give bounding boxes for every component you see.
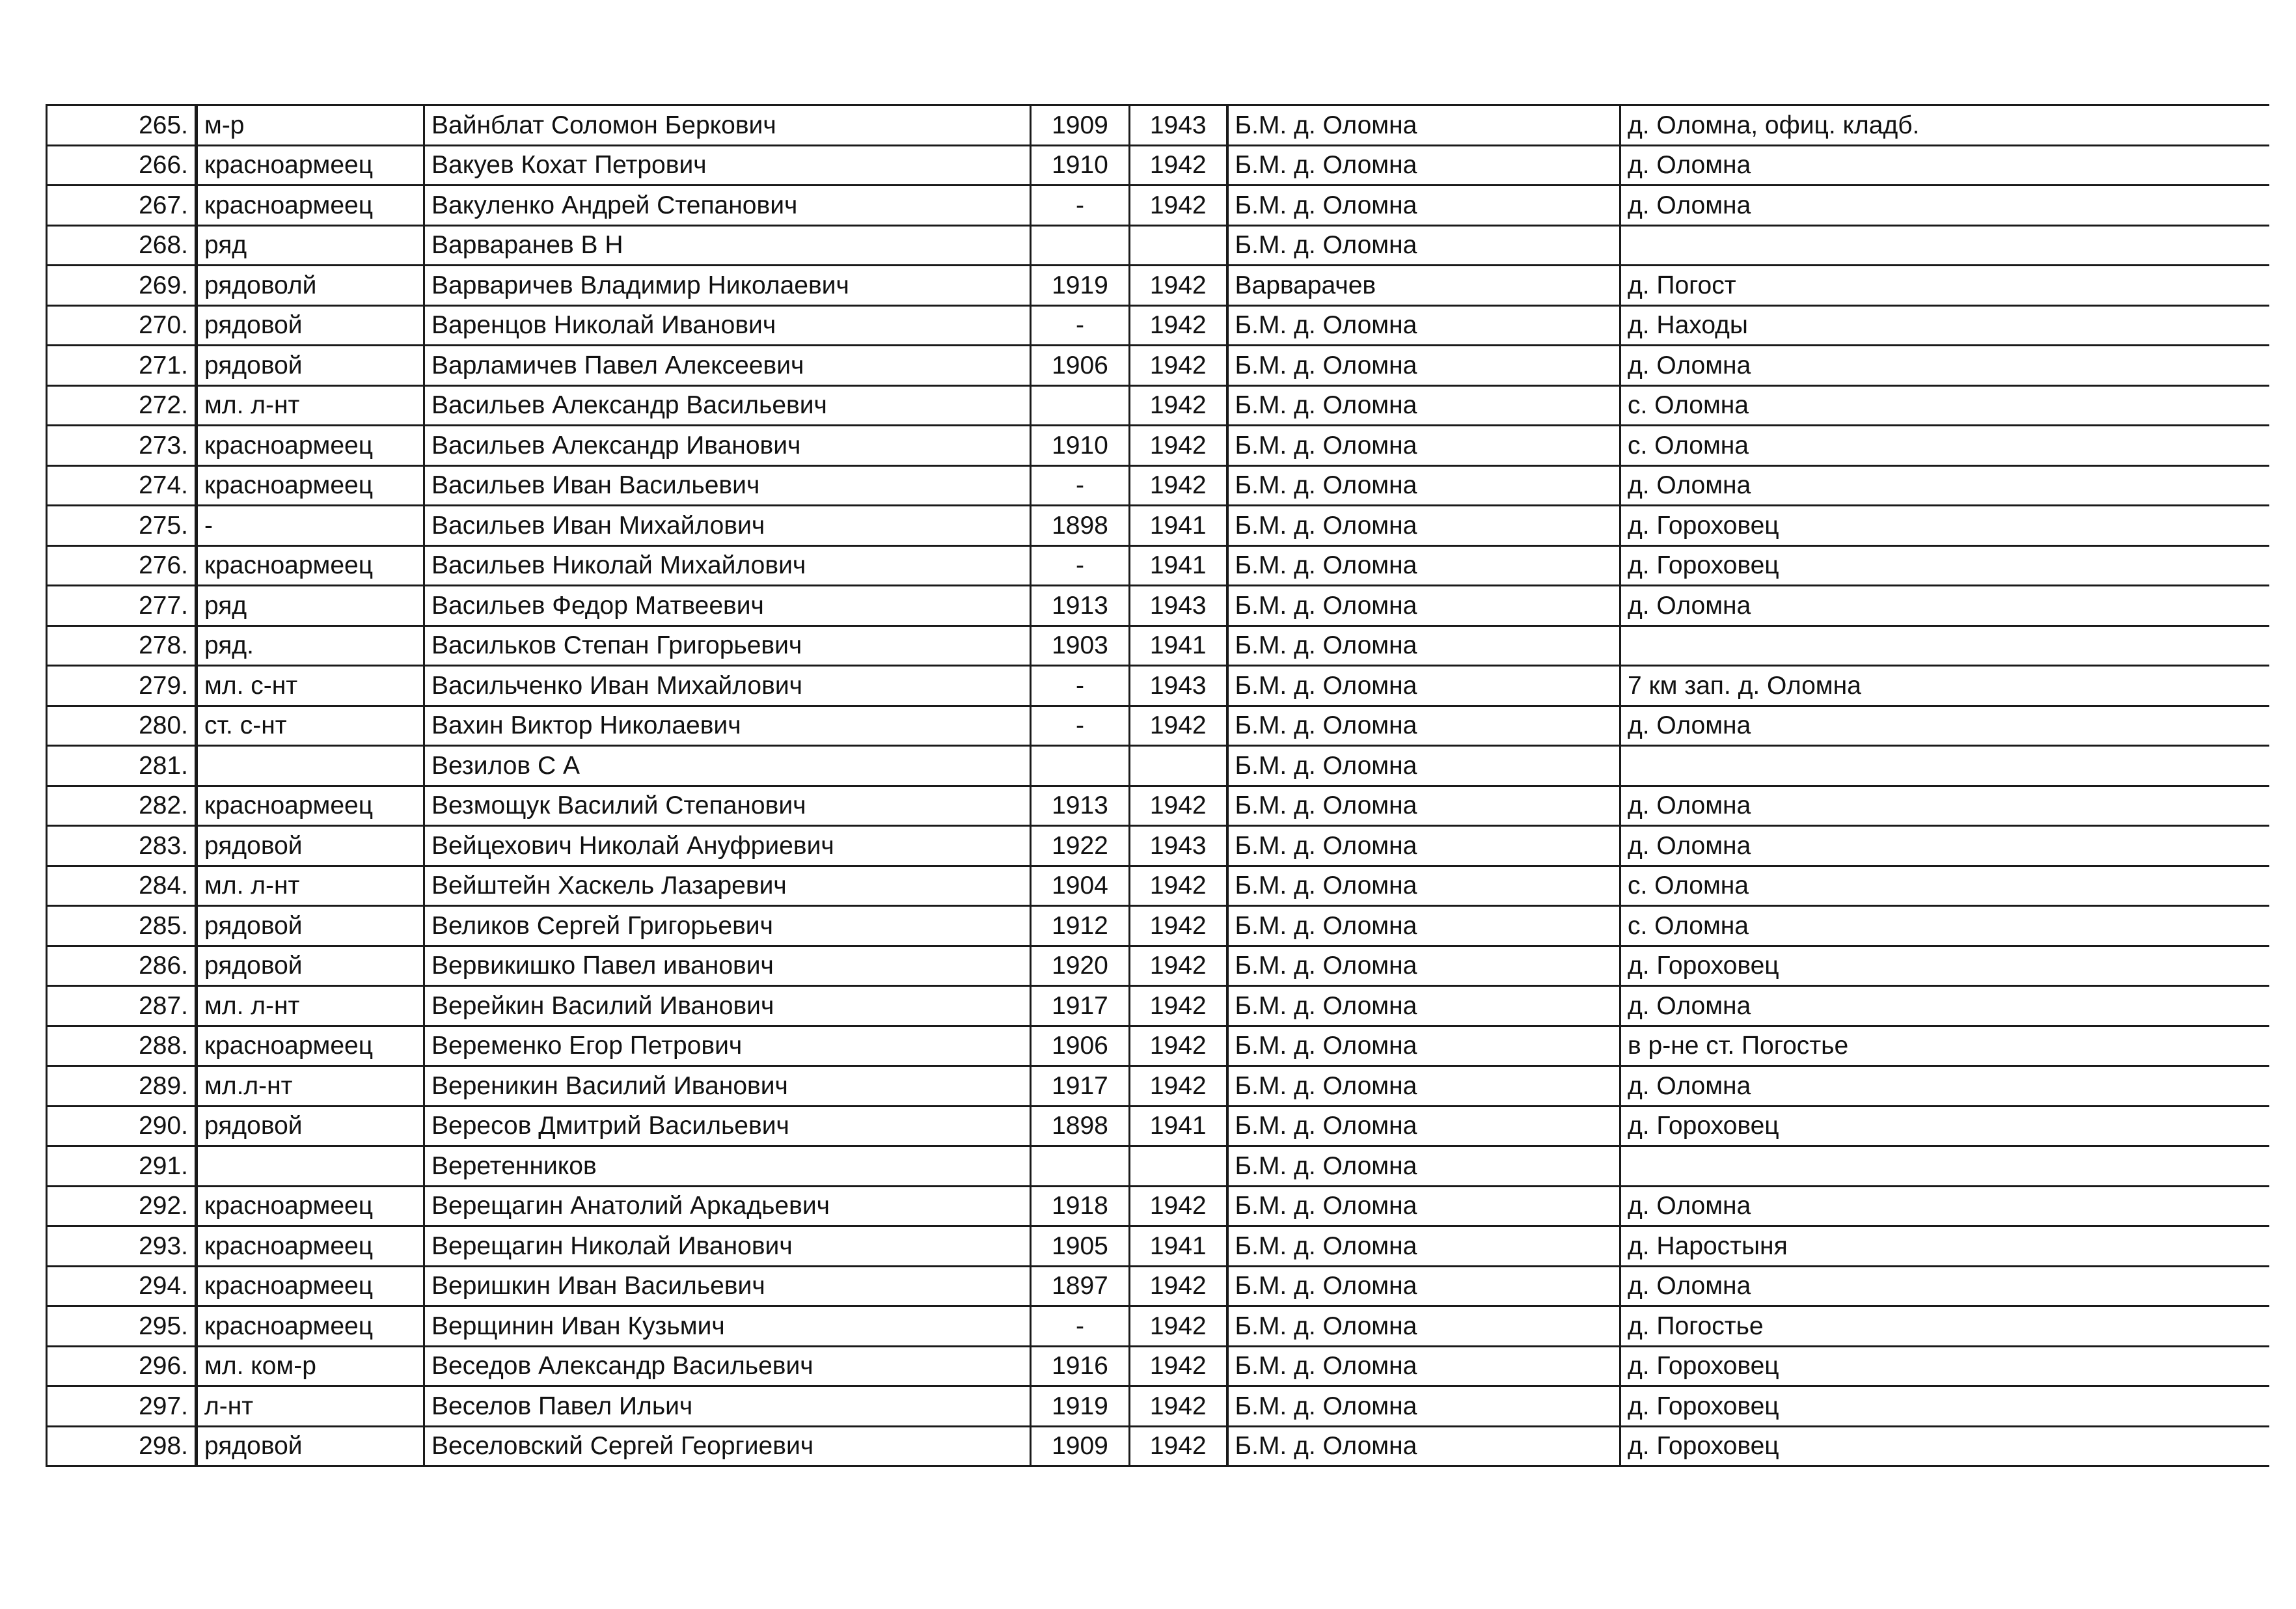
row-number: 272. bbox=[47, 385, 197, 426]
death-place-cell: 7 км зап. д. Оломна bbox=[1620, 666, 2269, 706]
birth-year-cell: 1919 bbox=[1031, 1386, 1130, 1427]
death-place-cell: д. Гороховец bbox=[1620, 545, 2269, 586]
burial-place-cell: Б.М. д. Оломна bbox=[1227, 545, 1620, 586]
rank-cell: рядовой bbox=[197, 305, 424, 346]
table-row bbox=[47, 1186, 2269, 1226]
death-place-cell: д. Гороховец bbox=[1620, 1106, 2269, 1146]
row-number: 296. bbox=[47, 1346, 197, 1386]
birth-year-cell: - bbox=[1031, 545, 1130, 586]
row-number: 269. bbox=[47, 266, 197, 306]
birth-year-cell: - bbox=[1031, 305, 1130, 346]
death-place-cell: д. Оломна bbox=[1620, 186, 2269, 226]
death-place-cell bbox=[1620, 746, 2269, 786]
birth-year-cell: - bbox=[1031, 465, 1130, 506]
burial-place-cell: Б.М. д. Оломна bbox=[1227, 1266, 1620, 1306]
table-row bbox=[47, 906, 2269, 946]
death-place-cell: д. Оломна bbox=[1620, 145, 2269, 186]
death-year-cell: 1943 bbox=[1130, 586, 1227, 626]
row-number: 282. bbox=[47, 786, 197, 826]
death-place-cell: д. Гороховец bbox=[1620, 1386, 2269, 1427]
name-cell: Верещагин Анатолий Аркадьевич bbox=[424, 1186, 1031, 1226]
name-cell: Веретенников bbox=[424, 1146, 1031, 1187]
death-year-cell: 1941 bbox=[1130, 545, 1227, 586]
birth-year-cell: 1906 bbox=[1031, 346, 1130, 386]
birth-year-cell: - bbox=[1031, 1306, 1130, 1347]
birth-year-cell: 1920 bbox=[1031, 946, 1130, 986]
death-year-cell bbox=[1130, 225, 1227, 266]
death-place-cell: д. Оломна bbox=[1620, 826, 2269, 866]
table-row bbox=[47, 266, 2269, 306]
rank-cell: рядовой bbox=[197, 1426, 424, 1466]
birth-year-cell: 1897 bbox=[1031, 1266, 1130, 1306]
burial-place-cell: Б.М. д. Оломна bbox=[1227, 826, 1620, 866]
death-place-cell: д. Находы bbox=[1620, 305, 2269, 346]
table-row bbox=[47, 225, 2269, 266]
row-number: 266. bbox=[47, 145, 197, 186]
name-cell: Вейштейн Хаскель Лазаревич bbox=[424, 866, 1031, 906]
death-year-cell: 1943 bbox=[1130, 105, 1227, 146]
death-place-cell bbox=[1620, 626, 2269, 666]
death-place-cell: д. Оломна bbox=[1620, 1066, 2269, 1107]
name-cell: Васильев Иван Васильевич bbox=[424, 465, 1031, 506]
death-place-cell: д. Гороховец bbox=[1620, 1346, 2269, 1386]
name-cell: Вейцехович Николай Ануфриевич bbox=[424, 826, 1031, 866]
row-number: 285. bbox=[47, 906, 197, 946]
birth-year-cell bbox=[1031, 225, 1130, 266]
row-number: 275. bbox=[47, 506, 197, 546]
rank-cell: рядовой bbox=[197, 906, 424, 946]
row-number: 277. bbox=[47, 586, 197, 626]
burial-place-cell: Б.М. д. Оломна bbox=[1227, 1226, 1620, 1267]
burial-place-cell: Б.М. д. Оломна bbox=[1227, 1026, 1620, 1066]
burial-place-cell: Б.М. д. Оломна bbox=[1227, 666, 1620, 706]
death-year-cell: 1942 bbox=[1130, 906, 1227, 946]
rank-cell: красноармеец bbox=[197, 1306, 424, 1347]
name-cell: Варенцов Николай Иванович bbox=[424, 305, 1031, 346]
table-row bbox=[47, 826, 2269, 866]
burial-place-cell: Б.М. д. Оломна bbox=[1227, 506, 1620, 546]
rank-cell: красноармеец bbox=[197, 1186, 424, 1226]
row-number: 289. bbox=[47, 1066, 197, 1107]
rank-cell: мл.л-нт bbox=[197, 1066, 424, 1107]
name-cell: Варваранев В Н bbox=[424, 225, 1031, 266]
death-place-cell: д. Гороховец bbox=[1620, 506, 2269, 546]
birth-year-cell bbox=[1031, 385, 1130, 426]
rank-cell: - bbox=[197, 506, 424, 546]
burial-place-cell: Б.М. д. Оломна bbox=[1227, 426, 1620, 466]
death-place-cell bbox=[1620, 225, 2269, 266]
birth-year-cell: 1903 bbox=[1031, 626, 1130, 666]
row-number: 273. bbox=[47, 426, 197, 466]
table-row bbox=[47, 1306, 2269, 1347]
death-year-cell: 1942 bbox=[1130, 1186, 1227, 1226]
burial-place-cell: Б.М. д. Оломна bbox=[1227, 1186, 1620, 1226]
burial-place-cell: Б.М. д. Оломна bbox=[1227, 145, 1620, 186]
table-row bbox=[47, 1386, 2269, 1427]
burial-place-cell: Б.М. д. Оломна bbox=[1227, 225, 1620, 266]
row-number: 286. bbox=[47, 946, 197, 986]
name-cell: Васильев Николай Михайлович bbox=[424, 545, 1031, 586]
birth-year-cell: 1898 bbox=[1031, 506, 1130, 546]
name-cell: Вакуленко Андрей Степанович bbox=[424, 186, 1031, 226]
birth-year-cell: 1917 bbox=[1031, 986, 1130, 1026]
death-year-cell bbox=[1130, 1146, 1227, 1187]
burial-place-cell: Б.М. д. Оломна bbox=[1227, 906, 1620, 946]
row-number: 270. bbox=[47, 305, 197, 346]
death-year-cell: 1943 bbox=[1130, 666, 1227, 706]
burial-place-cell: Б.М. д. Оломна bbox=[1227, 706, 1620, 746]
table-row bbox=[47, 786, 2269, 826]
death-place-cell: с. Оломна bbox=[1620, 426, 2269, 466]
death-year-cell: 1942 bbox=[1130, 986, 1227, 1026]
row-number: 283. bbox=[47, 826, 197, 866]
death-place-cell: д. Погост bbox=[1620, 266, 2269, 306]
row-number: 287. bbox=[47, 986, 197, 1026]
table-row bbox=[47, 426, 2269, 466]
death-place-cell: д. Оломна, офиц. кладб. bbox=[1620, 105, 2269, 146]
table-row bbox=[47, 706, 2269, 746]
row-number: 268. bbox=[47, 225, 197, 266]
rank-cell: красноармеец bbox=[197, 145, 424, 186]
death-year-cell: 1942 bbox=[1130, 1426, 1227, 1466]
birth-year-cell: - bbox=[1031, 666, 1130, 706]
table-row bbox=[47, 1146, 2269, 1187]
name-cell: Васильченко Иван Михайлович bbox=[424, 666, 1031, 706]
birth-year-cell: 1919 bbox=[1031, 266, 1130, 306]
birth-year-cell: 1918 bbox=[1031, 1186, 1130, 1226]
table-row bbox=[47, 186, 2269, 226]
name-cell: Васильков Степан Григорьевич bbox=[424, 626, 1031, 666]
rank-cell: красноармеец bbox=[197, 1026, 424, 1066]
table-row bbox=[47, 305, 2269, 346]
death-year-cell: 1942 bbox=[1130, 465, 1227, 506]
death-year-cell: 1942 bbox=[1130, 426, 1227, 466]
table-row bbox=[47, 385, 2269, 426]
death-place-cell: д. Оломна bbox=[1620, 465, 2269, 506]
rank-cell: рядовой bbox=[197, 1106, 424, 1146]
row-number: 279. bbox=[47, 666, 197, 706]
table-row bbox=[47, 1266, 2269, 1306]
death-year-cell: 1942 bbox=[1130, 1306, 1227, 1347]
rank-cell: красноармеец bbox=[197, 465, 424, 506]
death-year-cell: 1942 bbox=[1130, 1346, 1227, 1386]
table-row bbox=[47, 626, 2269, 666]
birth-year-cell bbox=[1031, 1146, 1130, 1187]
birth-year-cell: 1910 bbox=[1031, 426, 1130, 466]
birth-year-cell: 1912 bbox=[1031, 906, 1130, 946]
death-place-cell: д. Гороховец bbox=[1620, 946, 2269, 986]
table-row bbox=[47, 1026, 2269, 1066]
death-year-cell: 1942 bbox=[1130, 1266, 1227, 1306]
birth-year-cell bbox=[1031, 746, 1130, 786]
name-cell: Вереникин Василий Иванович bbox=[424, 1066, 1031, 1107]
death-year-cell: 1941 bbox=[1130, 1106, 1227, 1146]
burial-place-cell: Б.М. д. Оломна bbox=[1227, 1106, 1620, 1146]
burial-place-cell: Б.М. д. Оломна bbox=[1227, 866, 1620, 906]
row-number: 295. bbox=[47, 1306, 197, 1347]
rank-cell: ряд bbox=[197, 586, 424, 626]
row-number: 292. bbox=[47, 1186, 197, 1226]
burial-place-cell: Б.М. д. Оломна bbox=[1227, 1306, 1620, 1347]
death-place-cell: д. Оломна bbox=[1620, 1186, 2269, 1226]
death-year-cell: 1942 bbox=[1130, 145, 1227, 186]
birth-year-cell: 1917 bbox=[1031, 1066, 1130, 1107]
burial-place-cell: Б.М. д. Оломна bbox=[1227, 465, 1620, 506]
name-cell: Веселовский Сергей Георгиевич bbox=[424, 1426, 1031, 1466]
table-row bbox=[47, 105, 2269, 146]
table-row bbox=[47, 1066, 2269, 1107]
registry-rows bbox=[47, 105, 2269, 1466]
rank-cell: рядовой bbox=[197, 346, 424, 386]
name-cell: Веришкин Иван Васильевич bbox=[424, 1266, 1031, 1306]
name-cell: Вакуев Кохат Петрович bbox=[424, 145, 1031, 186]
death-place-cell: д. Оломна bbox=[1620, 1266, 2269, 1306]
death-year-cell: 1942 bbox=[1130, 385, 1227, 426]
rank-cell bbox=[197, 746, 424, 786]
burial-place-cell: Б.М. д. Оломна bbox=[1227, 1426, 1620, 1466]
row-number: 274. bbox=[47, 465, 197, 506]
burial-place-cell: Варварачев bbox=[1227, 266, 1620, 306]
death-year-cell: 1942 bbox=[1130, 186, 1227, 226]
name-cell: Великов Сергей Григорьевич bbox=[424, 906, 1031, 946]
table-row bbox=[47, 866, 2269, 906]
row-number: 294. bbox=[47, 1266, 197, 1306]
death-place-cell: с. Оломна bbox=[1620, 906, 2269, 946]
name-cell: Везмощук Василий Степанович bbox=[424, 786, 1031, 826]
rank-cell: мл. л-нт bbox=[197, 866, 424, 906]
rank-cell: красноармеец bbox=[197, 426, 424, 466]
rank-cell: рядовой bbox=[197, 946, 424, 986]
row-number: 297. bbox=[47, 1386, 197, 1427]
table-row bbox=[47, 1226, 2269, 1267]
name-cell: Веселов Павел Ильич bbox=[424, 1386, 1031, 1427]
rank-cell: рядоволй bbox=[197, 266, 424, 306]
death-place-cell: д. Наростыня bbox=[1620, 1226, 2269, 1267]
table-row bbox=[47, 586, 2269, 626]
rank-cell: красноармеец bbox=[197, 186, 424, 226]
birth-year-cell: 1909 bbox=[1031, 105, 1130, 146]
name-cell: Вайнблат Соломон Беркович bbox=[424, 105, 1031, 146]
burial-place-cell: Б.М. д. Оломна bbox=[1227, 305, 1620, 346]
burial-place-cell: Б.М. д. Оломна bbox=[1227, 105, 1620, 146]
name-cell: Веременко Егор Петрович bbox=[424, 1026, 1031, 1066]
birth-year-cell: 1905 bbox=[1031, 1226, 1130, 1267]
table-row bbox=[47, 545, 2269, 586]
burial-place-cell: Б.М. д. Оломна bbox=[1227, 946, 1620, 986]
row-number: 290. bbox=[47, 1106, 197, 1146]
burial-place-cell: Б.М. д. Оломна bbox=[1227, 786, 1620, 826]
rank-cell: л-нт bbox=[197, 1386, 424, 1427]
table-row bbox=[47, 506, 2269, 546]
row-number: 265. bbox=[47, 105, 197, 146]
birth-year-cell: 1906 bbox=[1031, 1026, 1130, 1066]
name-cell: Варваричев Владимир Николаевич bbox=[424, 266, 1031, 306]
death-year-cell: 1942 bbox=[1130, 1026, 1227, 1066]
death-place-cell: д. Оломна bbox=[1620, 346, 2269, 386]
rank-cell: рядовой bbox=[197, 826, 424, 866]
name-cell: Верещагин Николай Иванович bbox=[424, 1226, 1031, 1267]
death-place-cell: с. Оломна bbox=[1620, 385, 2269, 426]
rank-cell: красноармеец bbox=[197, 545, 424, 586]
burial-place-cell: Б.М. д. Оломна bbox=[1227, 186, 1620, 226]
rank-cell: красноармеец bbox=[197, 1266, 424, 1306]
row-number: 280. bbox=[47, 706, 197, 746]
death-year-cell bbox=[1130, 746, 1227, 786]
row-number: 288. bbox=[47, 1026, 197, 1066]
death-year-cell: 1942 bbox=[1130, 1386, 1227, 1427]
table-row bbox=[47, 746, 2269, 786]
burial-place-cell: Б.М. д. Оломна bbox=[1227, 1386, 1620, 1427]
rank-cell: мл. ком-р bbox=[197, 1346, 424, 1386]
rank-cell: мл. с-нт bbox=[197, 666, 424, 706]
birth-year-cell: 1904 bbox=[1031, 866, 1130, 906]
name-cell: Вересов Дмитрий Васильевич bbox=[424, 1106, 1031, 1146]
table-row bbox=[47, 946, 2269, 986]
burial-place-cell: Б.М. д. Оломна bbox=[1227, 1066, 1620, 1107]
burial-place-cell: Б.М. д. Оломна bbox=[1227, 746, 1620, 786]
birth-year-cell: - bbox=[1031, 706, 1130, 746]
death-year-cell: 1942 bbox=[1130, 346, 1227, 386]
death-place-cell: в р-не ст. Погостье bbox=[1620, 1026, 2269, 1066]
death-year-cell: 1942 bbox=[1130, 786, 1227, 826]
birth-year-cell: 1898 bbox=[1031, 1106, 1130, 1146]
name-cell: Везилов С А bbox=[424, 746, 1031, 786]
burial-place-cell: Б.М. д. Оломна bbox=[1227, 346, 1620, 386]
death-place-cell: д. Гороховец bbox=[1620, 1426, 2269, 1466]
birth-year-cell: 1913 bbox=[1031, 586, 1130, 626]
name-cell: Васильев Федор Матвеевич bbox=[424, 586, 1031, 626]
burial-place-cell: Б.М. д. Оломна bbox=[1227, 586, 1620, 626]
row-number: 276. bbox=[47, 545, 197, 586]
row-number: 267. bbox=[47, 186, 197, 226]
birth-year-cell: 1922 bbox=[1031, 826, 1130, 866]
death-place-cell: с. Оломна bbox=[1620, 866, 2269, 906]
rank-cell: м-р bbox=[197, 105, 424, 146]
row-number: 293. bbox=[47, 1226, 197, 1267]
name-cell: Вервикишко Павел иванович bbox=[424, 946, 1031, 986]
table-row bbox=[47, 145, 2269, 186]
death-year-cell: 1941 bbox=[1130, 506, 1227, 546]
rank-cell: ряд bbox=[197, 225, 424, 266]
death-year-cell: 1943 bbox=[1130, 826, 1227, 866]
birth-year-cell: 1916 bbox=[1031, 1346, 1130, 1386]
death-year-cell: 1941 bbox=[1130, 1226, 1227, 1267]
death-place-cell: д. Погостье bbox=[1620, 1306, 2269, 1347]
death-year-cell: 1942 bbox=[1130, 1066, 1227, 1107]
death-place-cell: д. Оломна bbox=[1620, 706, 2269, 746]
burial-registry-table bbox=[46, 104, 2269, 1467]
row-number: 278. bbox=[47, 626, 197, 666]
row-number: 291. bbox=[47, 1146, 197, 1187]
name-cell: Васильев Александр Иванович bbox=[424, 426, 1031, 466]
burial-place-cell: Б.М. д. Оломна bbox=[1227, 626, 1620, 666]
rank-cell: мл. л-нт bbox=[197, 385, 424, 426]
name-cell: Верейкин Василий Иванович bbox=[424, 986, 1031, 1026]
table-row bbox=[47, 1346, 2269, 1386]
birth-year-cell: - bbox=[1031, 186, 1130, 226]
death-year-cell: 1942 bbox=[1130, 266, 1227, 306]
name-cell: Вахин Виктор Николаевич bbox=[424, 706, 1031, 746]
death-year-cell: 1942 bbox=[1130, 305, 1227, 346]
name-cell: Васильев Александр Васильевич bbox=[424, 385, 1031, 426]
birth-year-cell: 1913 bbox=[1031, 786, 1130, 826]
row-number: 271. bbox=[47, 346, 197, 386]
row-number: 298. bbox=[47, 1426, 197, 1466]
name-cell: Верщинин Иван Кузьмич bbox=[424, 1306, 1031, 1347]
rank-cell: ряд. bbox=[197, 626, 424, 666]
death-place-cell bbox=[1620, 1146, 2269, 1187]
table-row bbox=[47, 666, 2269, 706]
rank-cell: красноармеец bbox=[197, 1226, 424, 1267]
row-number: 281. bbox=[47, 746, 197, 786]
table-row bbox=[47, 346, 2269, 386]
birth-year-cell: 1909 bbox=[1031, 1426, 1130, 1466]
name-cell: Веседов Александр Васильевич bbox=[424, 1346, 1031, 1386]
name-cell: Варламичев Павел Алексеевич bbox=[424, 346, 1031, 386]
rank-cell: мл. л-нт bbox=[197, 986, 424, 1026]
death-year-cell: 1941 bbox=[1130, 626, 1227, 666]
death-place-cell: д. Оломна bbox=[1620, 986, 2269, 1026]
table-row bbox=[47, 465, 2269, 506]
birth-year-cell: 1910 bbox=[1031, 145, 1130, 186]
death-year-cell: 1942 bbox=[1130, 706, 1227, 746]
burial-place-cell: Б.М. д. Оломна bbox=[1227, 385, 1620, 426]
name-cell: Васильев Иван Михайлович bbox=[424, 506, 1031, 546]
rank-cell bbox=[197, 1146, 424, 1187]
table-row bbox=[47, 1426, 2269, 1466]
row-number: 284. bbox=[47, 866, 197, 906]
death-year-cell: 1942 bbox=[1130, 866, 1227, 906]
death-place-cell: д. Оломна bbox=[1620, 586, 2269, 626]
death-place-cell: д. Оломна bbox=[1620, 786, 2269, 826]
burial-place-cell: Б.М. д. Оломна bbox=[1227, 1346, 1620, 1386]
table-row bbox=[47, 1106, 2269, 1146]
burial-place-cell: Б.М. д. Оломна bbox=[1227, 986, 1620, 1026]
rank-cell: красноармеец bbox=[197, 786, 424, 826]
burial-place-cell: Б.М. д. Оломна bbox=[1227, 1146, 1620, 1187]
death-year-cell: 1942 bbox=[1130, 946, 1227, 986]
table-row bbox=[47, 986, 2269, 1026]
rank-cell: ст. с-нт bbox=[197, 706, 424, 746]
